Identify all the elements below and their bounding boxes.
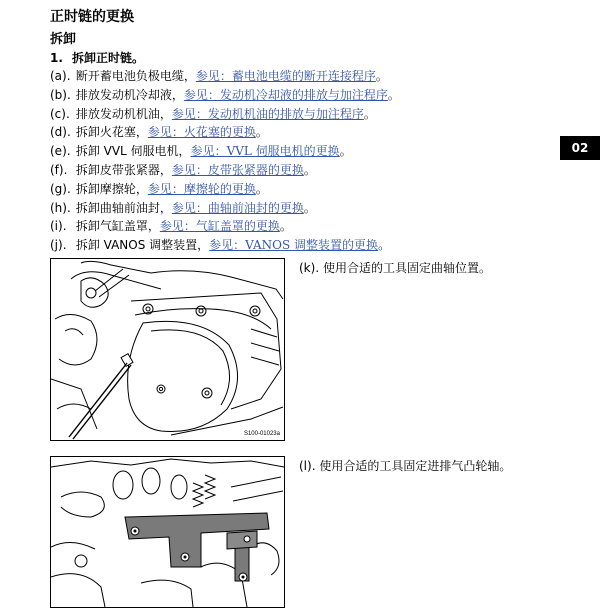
item-text: 排放发动机冷却液， — [75, 87, 184, 102]
caption-mark: (l). — [299, 459, 316, 473]
item-mark: (d). — [50, 125, 71, 140]
step-heading — [50, 49, 144, 66]
procedure-list — [50, 67, 400, 255]
item-end: 。 — [303, 162, 316, 177]
item-mark: (g). — [50, 181, 71, 196]
reference-link[interactable]: 参见：发动机机油的排放与加注程序 — [171, 106, 364, 121]
item-text: 断开蓄电池负极电缆， — [75, 69, 196, 83]
list-item — [50, 123, 400, 142]
item-end: 。 — [255, 181, 268, 196]
reference-link[interactable]: 参见：气缸盖罩的更换 — [159, 219, 280, 234]
item-text: 拆卸曲轴前油封， — [75, 200, 172, 215]
item-text: 拆卸皮带张紧器， — [75, 162, 172, 177]
list-item — [50, 105, 400, 124]
reference-link[interactable]: 参见：皮带张紧器的更换 — [171, 162, 304, 177]
item-text: 拆卸 VVL 伺服电机， — [75, 144, 191, 159]
item-end: 。 — [303, 200, 316, 215]
item-mark: (h). — [50, 200, 71, 215]
list-item — [50, 199, 400, 218]
list-item — [50, 236, 400, 255]
item-end: 。 — [339, 144, 352, 159]
item-end: 。 — [387, 87, 400, 102]
caption-text: 使用合适的工具固定曲轴位置。 — [322, 261, 491, 275]
item-text: 拆卸 VANOS 调整装置， — [75, 238, 210, 253]
step-number: 1. — [50, 51, 63, 65]
item-end: 。 — [255, 125, 268, 140]
list-item — [50, 217, 400, 236]
item-end: 。 — [279, 219, 292, 234]
item-mark: (a). — [50, 69, 71, 83]
item-text: 拆卸气缸盖罩， — [75, 219, 160, 234]
section-badge: 02 — [560, 136, 600, 160]
reference-link[interactable]: 参见：曲轴前油封的更换 — [171, 200, 304, 215]
reference-link[interactable]: 参见：摩擦轮的更换 — [147, 181, 256, 196]
item-text: 拆卸火花塞， — [75, 125, 148, 140]
item-mark: (e). — [50, 144, 71, 159]
item-end: 。 — [378, 238, 391, 253]
engine-illustration — [51, 259, 284, 440]
item-text: 排放发动机机油， — [75, 106, 172, 121]
figure-caption-l — [299, 457, 511, 474]
caption-mark: (k). — [299, 261, 320, 275]
item-text: 拆卸摩擦轮， — [75, 181, 148, 196]
list-item — [50, 180, 400, 199]
figure-camshaft-lock — [50, 456, 285, 608]
item-mark: (c). — [50, 106, 70, 121]
list-item — [50, 86, 400, 105]
list-item — [50, 161, 400, 180]
page-title: 正时链的更换 — [50, 9, 134, 25]
list-item — [50, 67, 400, 86]
section-subtitle: 拆卸 — [50, 32, 77, 47]
item-mark: (j). — [50, 238, 67, 253]
list-item — [50, 142, 400, 161]
figure-caption-k — [299, 259, 491, 276]
caption-text: 使用合适的工具固定进排气凸轮轴。 — [319, 459, 512, 473]
figure-crankshaft-lock — [50, 258, 285, 441]
item-mark: (i). — [50, 219, 67, 234]
item-mark: (f). — [50, 162, 68, 177]
item-end: 。 — [375, 69, 388, 83]
camshaft-illustration — [51, 457, 284, 607]
figure-code: S100-01023a — [243, 431, 280, 437]
item-mark: (b). — [50, 87, 71, 102]
reference-link[interactable]: 参见：火花塞的更换 — [147, 125, 256, 140]
step-label: 拆卸正时链。 — [72, 51, 145, 65]
reference-link[interactable]: 参见：VANOS 调整装置的更换 — [209, 238, 379, 253]
item-end: 。 — [363, 106, 376, 121]
reference-link[interactable]: 参见：蓄电池电缆的断开连接程序 — [195, 69, 376, 83]
reference-link[interactable]: 参见：发动机冷却液的排放与加注程序 — [183, 87, 388, 102]
reference-link[interactable]: 参见：VVL 伺服电机的更换 — [190, 144, 340, 159]
